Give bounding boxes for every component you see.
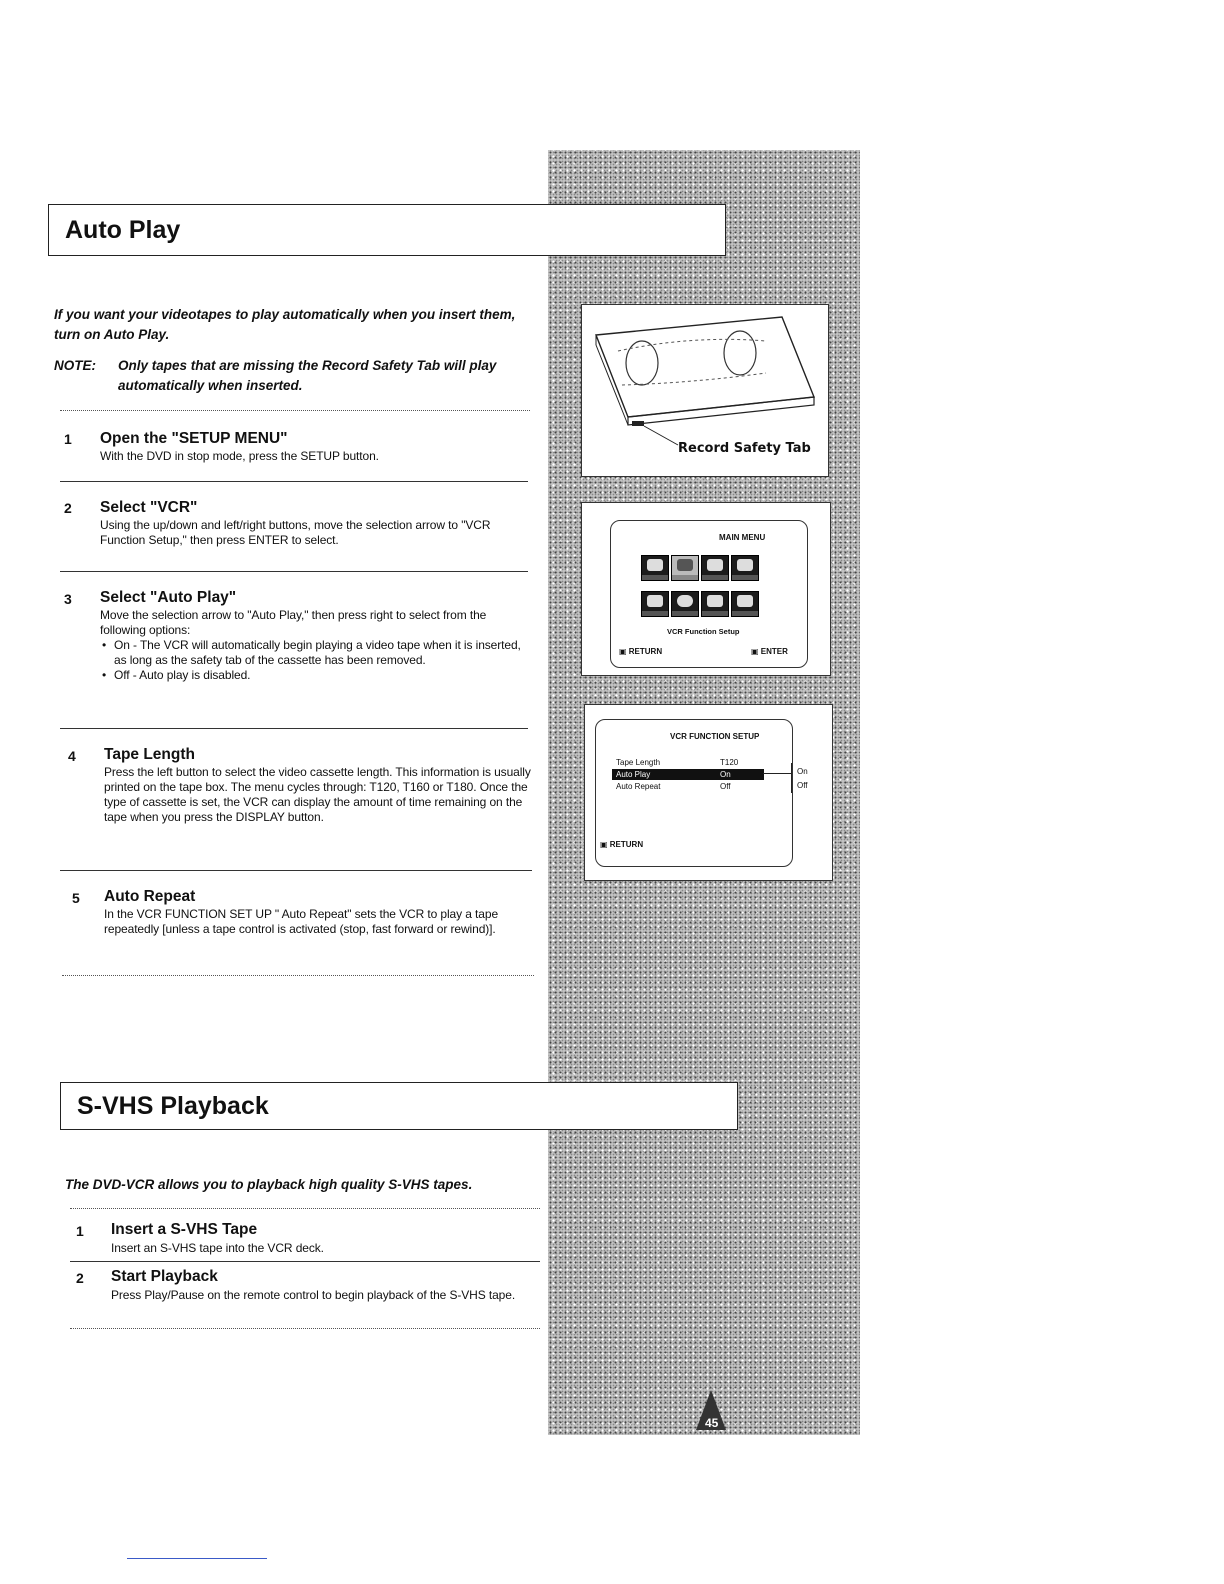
step-title: Auto Repeat bbox=[104, 888, 196, 905]
svhs-title: S-VHS Playback bbox=[77, 1091, 269, 1120]
cassette-figure bbox=[581, 304, 829, 477]
tape-length-value: T120 bbox=[720, 758, 739, 767]
main-menu-screen bbox=[610, 520, 808, 668]
auto-play-label: Auto Play bbox=[616, 770, 651, 779]
option-off-label: Off bbox=[797, 781, 808, 790]
svhs-intro: The DVD-VCR allows you to playback high quality S-VHS tapes. bbox=[65, 1177, 473, 1192]
svhs-title-bar bbox=[60, 1082, 738, 1130]
step-number: 1 bbox=[64, 431, 72, 447]
step-number: 5 bbox=[72, 890, 80, 906]
vcr-setup-figure bbox=[584, 704, 833, 881]
auto-repeat-label: Auto Repeat bbox=[616, 782, 661, 791]
step-number: 1 bbox=[76, 1223, 84, 1239]
main-menu-title: MAIN MENU bbox=[719, 533, 766, 542]
option-bracket bbox=[791, 763, 792, 793]
auto-play-title-bar bbox=[48, 204, 726, 256]
divider bbox=[62, 975, 534, 976]
vcr-setup-title: VCR FUNCTION SETUP bbox=[670, 732, 760, 741]
divider bbox=[60, 481, 528, 482]
option-list bbox=[100, 638, 530, 683]
option-on: • On - The VCR will automatically begin playing a video tape when it is inserted, as long as the safety tab of the cassette has been removed. bbox=[114, 638, 530, 668]
option-on-label: On bbox=[797, 767, 808, 776]
step-body: Insert an S-VHS tape into the VCR deck. bbox=[111, 1241, 324, 1255]
step-title: Tape Length bbox=[104, 746, 195, 763]
auto-play-value: On bbox=[720, 770, 731, 779]
step-title: Open the "SETUP MENU" bbox=[100, 430, 288, 447]
channel-icon bbox=[701, 591, 729, 617]
step-title: Select "Auto Play" bbox=[100, 589, 237, 606]
divider bbox=[70, 1328, 540, 1329]
return-label: RETURN bbox=[609, 840, 644, 849]
selected-menu-label: VCR Function Setup bbox=[667, 627, 740, 636]
step-number: 2 bbox=[64, 500, 72, 516]
return-hint: ▣ RETURN bbox=[619, 647, 663, 656]
step-body: Move the selection arrow to "Auto Play," then press right to select from the following options: bbox=[100, 608, 487, 637]
step-body: In the VCR FUNCTION SET UP " Auto Repeat" sets the VCR to play a tape repeatedly [unless a tape control is activated (stop, fast forward or rewind)]. bbox=[104, 907, 499, 936]
auto-play-intro: If you want your videotapes to play automatically when you insert them, turn on Auto Play. bbox=[54, 307, 516, 342]
main-menu-figure bbox=[581, 502, 831, 676]
step-title: Insert a S-VHS Tape bbox=[111, 1221, 258, 1238]
enter-hint: ▣ ENTER bbox=[751, 647, 788, 656]
options-icon bbox=[701, 555, 729, 581]
enter-label: ENTER bbox=[760, 647, 788, 656]
exit-icon bbox=[731, 591, 759, 617]
divider bbox=[70, 1261, 540, 1262]
divider bbox=[60, 728, 528, 729]
return-hint: ▣ RETURN bbox=[600, 840, 644, 849]
page-number: 45 bbox=[705, 1416, 719, 1430]
personal-icon bbox=[641, 591, 669, 617]
divider bbox=[60, 870, 532, 871]
divider bbox=[60, 571, 528, 572]
step-body: Using the up/down and left/right buttons, move the selection arrow to "VCR Function Setup," then press ENTER to select. bbox=[100, 518, 491, 547]
bottom-rule bbox=[127, 1558, 267, 1559]
auto-play-title: Auto Play bbox=[65, 215, 181, 244]
step-number: 4 bbox=[68, 748, 76, 764]
option-off: • Off - Auto play is disabled. bbox=[114, 668, 530, 683]
step-number: 3 bbox=[64, 591, 72, 607]
divider bbox=[60, 410, 530, 411]
vcr-icon bbox=[671, 555, 699, 581]
step-body: Press the left button to select the video cassette length. This information is usually printed on the tape box. The menu cycles through: T120, T160 or T180. Once the type of cassette is set, the VCR can display the amount of time remaining on the tape when you press the DISPLAY button. bbox=[104, 765, 531, 824]
step-number: 2 bbox=[76, 1270, 84, 1286]
vcr-setup-screen bbox=[595, 719, 793, 867]
auto-repeat-value: Off bbox=[720, 782, 731, 791]
step-body: Press Play/Pause on the remote control to begin playback of the S-VHS tape. bbox=[111, 1288, 516, 1302]
clock-icon bbox=[671, 591, 699, 617]
return-label: RETURN bbox=[628, 647, 663, 656]
step-title: Select "VCR" bbox=[100, 499, 198, 516]
note-label: NOTE: bbox=[54, 358, 96, 373]
note-text: Only tapes that are missing the Record Safety Tab will play automatically when inserted. bbox=[118, 358, 497, 393]
step-body: With the DVD in stop mode, press the SETUP button. bbox=[100, 449, 379, 463]
dvd-icon bbox=[641, 555, 669, 581]
divider bbox=[70, 1208, 540, 1209]
option-connector bbox=[763, 773, 791, 774]
step-title: Start Playback bbox=[111, 1268, 218, 1285]
language-icon bbox=[731, 555, 759, 581]
step-body-with-options bbox=[100, 608, 530, 683]
record-safety-tab-caption: Record Safety Tab bbox=[678, 441, 811, 456]
tape-length-label: Tape Length bbox=[616, 758, 661, 767]
